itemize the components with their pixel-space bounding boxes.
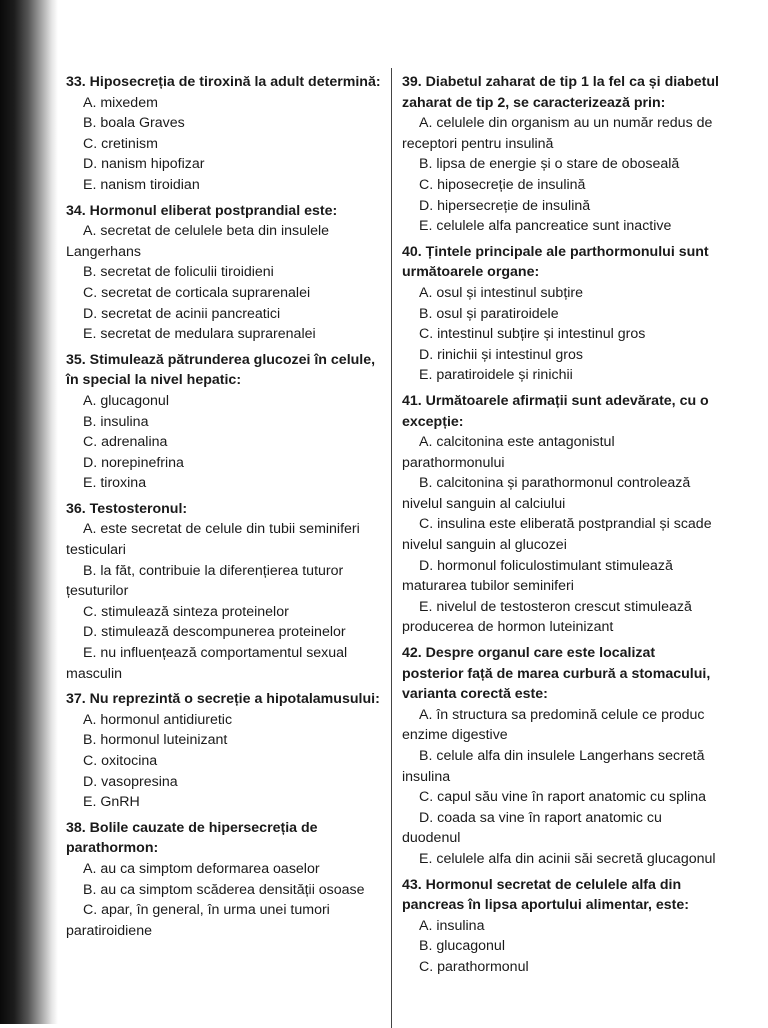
book-binding-shadow <box>0 0 58 1024</box>
option: A. calcitonina este antagonistul parathormonului <box>402 434 615 471</box>
option: C. parathormonul <box>419 958 529 975</box>
option: B. lipsa de energie și o stare de oboseală <box>419 156 680 173</box>
right-column <box>402 72 720 983</box>
option: C. secretat de corticala suprarenalei <box>83 284 311 301</box>
option: A. hormonul antidiuretic <box>83 711 233 728</box>
question-title: 40. Țintele principale ale parthormonului sunt următoarele organe: <box>402 243 709 281</box>
question-title: 33. Hiposecreția de tiroxină la adult determină: <box>66 74 381 90</box>
option: A. secretat de celulele beta din insulele Langerhans <box>66 223 330 260</box>
option: E. nu influențează comportamentul sexual masculin <box>66 645 348 682</box>
question-39 <box>402 72 720 237</box>
question-title: 43. Hormonul secretat de celulele alfa din pancreas în lipsa aportului alimentar, este: <box>402 876 689 914</box>
option: B. hormonul luteinizant <box>83 732 228 749</box>
question-42 <box>402 643 720 870</box>
option: D. nanism hipofizar <box>83 156 205 173</box>
option: A. insulina <box>419 917 485 934</box>
option: B. secretat de foliculii tiroidieni <box>83 264 274 281</box>
left-column <box>66 72 384 946</box>
option: B. osul și paratiroidele <box>419 305 559 322</box>
option: E. nivelul de testosteron crescut stimulează producerea de hormon luteinizant <box>402 598 692 636</box>
option: D. coada sa vine în raport anatomic cu duodenul <box>402 809 662 847</box>
question-title: 35. Stimulează pătrunderea glucozei în celule, în special la nivel hepatic: <box>66 351 376 389</box>
question-title: 39. Diabetul zaharat de tip 1 la fel ca și diabetul zaharat de tip 2, se caracterizează prin: <box>402 74 719 111</box>
option: A. glucagonul <box>83 392 169 409</box>
option: A. mixedem <box>83 94 158 111</box>
question-34 <box>66 201 384 345</box>
option: C. apar, în general, în urma unei tumori paratiroidiene <box>66 902 330 939</box>
option: D. norepinefrina <box>83 454 184 471</box>
option: A. în structura sa predomină celule ce produc enzime digestive <box>402 706 705 744</box>
question-41 <box>402 391 720 638</box>
column-divider <box>391 68 392 1028</box>
question-37 <box>66 689 384 813</box>
option: B. boala Graves <box>83 115 185 132</box>
question-35 <box>66 350 384 494</box>
option: B. celule alfa din insulele Langerhans secretă insulina <box>402 748 705 785</box>
option: C. intestinul subțire și intestinul gros <box>419 326 646 343</box>
option: E. nanism tiroidian <box>83 176 200 193</box>
option: E. tiroxina <box>83 475 147 492</box>
option: E. celulele alfa pancreatice sunt inactive <box>419 218 672 235</box>
option: C. stimulează sinteza proteinelor <box>83 603 289 620</box>
option: E. paratiroidele și rinichii <box>419 367 573 384</box>
question-title: 41. Următoarele afirmații sunt adevărate, cu o excepție: <box>402 392 709 430</box>
question-40 <box>402 242 720 386</box>
option: A. este secretat de celule din tubii seminiferi testiculari <box>66 521 360 559</box>
question-43 <box>402 875 720 978</box>
option: B. au ca simptom scăderea densității osoase <box>83 881 365 898</box>
option: E. celulele alfa din acinii săi secretă glucagonul <box>419 850 716 867</box>
question-title: 36. Testosteronul: <box>66 500 188 517</box>
option: B. la făt, contribuie la diferențierea tuturor țesuturilor <box>66 562 344 600</box>
question-36 <box>66 499 384 684</box>
option: E. GnRH <box>83 794 140 811</box>
option: C. oxitocina <box>83 753 158 769</box>
question-title: 38. Bolile cauzate de hipersecreția de parathormon: <box>66 819 318 857</box>
question-title: 42. Despre organul care este localizat posterior față de marea curbură a stomacului, varianta corectă este: <box>402 645 711 703</box>
option: D. secretat de acinii pancreatici <box>83 305 281 322</box>
option: C. capul său vine în raport anatomic cu splina <box>419 789 707 806</box>
option: C. insulina este eliberată postprandial și scade nivelul sanguin al glucozei <box>402 516 712 554</box>
option: B. calcitonina și parathormonul controlează nivelul sanguin al calciului <box>402 475 691 512</box>
option: B. insulina <box>83 413 149 430</box>
option: B. glucagonul <box>419 938 505 955</box>
option: C. hiposecreție de insulină <box>419 176 586 193</box>
option: D. hipersecreție de insulină <box>419 197 591 214</box>
option: D. hormonul foliculostimulant stimulează maturarea tubilor seminiferi <box>402 557 673 595</box>
option: D. rinichii și intestinul gros <box>419 346 584 363</box>
option: A. celulele din organism au un număr redus de receptori pentru insulină <box>402 115 713 152</box>
question-title: 34. Hormonul eliberat postprandial este: <box>66 202 338 219</box>
question-38 <box>66 818 384 942</box>
option: C. cretinism <box>83 135 158 152</box>
question-33 <box>66 72 384 196</box>
option: C. adrenalina <box>83 434 168 451</box>
question-title: 37. Nu reprezintă o secreție a hipotalamusului: <box>66 691 380 708</box>
option: E. secretat de medulara suprarenalei <box>83 326 316 343</box>
option: A. au ca simptom deformarea oaselor <box>83 860 320 877</box>
option: D. stimulează descompunerea proteinelor <box>83 624 346 641</box>
option: A. osul și intestinul subțire <box>419 284 584 301</box>
option: D. vasopresina <box>83 773 178 790</box>
